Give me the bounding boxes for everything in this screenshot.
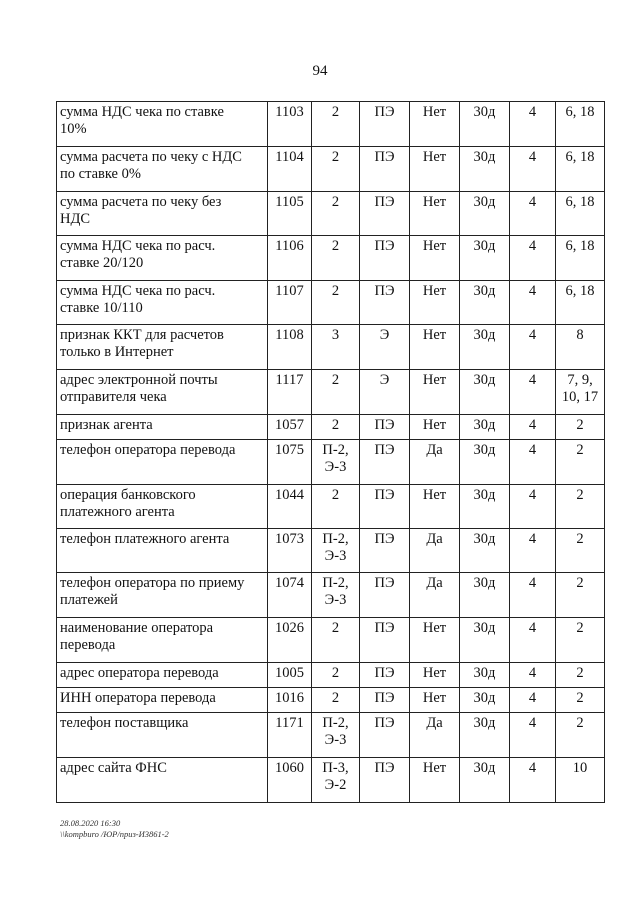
cell-required: Да — [410, 440, 460, 485]
table-row — [57, 758, 605, 803]
cell-length: 30д — [460, 325, 510, 370]
cell-tag: 1074 — [268, 573, 312, 618]
cell-tag: 1026 — [268, 618, 312, 663]
cell-required: Нет — [410, 663, 460, 688]
cell-column-8: 2 — [556, 529, 605, 573]
cell-length: 30д — [460, 281, 510, 325]
cell-column-7: 4 — [510, 485, 556, 529]
cell-column-8: 2 — [556, 713, 605, 758]
cell-column-8: 2 — [556, 663, 605, 688]
cell-tag: 1106 — [268, 236, 312, 281]
cell-format: П-2, Э-3 — [312, 713, 360, 758]
document-table — [56, 101, 605, 803]
table-row — [57, 325, 605, 370]
cell-tag: 1171 — [268, 713, 312, 758]
cell-attribute-name: адрес сайта ФНС — [57, 758, 268, 803]
cell-attribute-name: наименование оператора перевода — [57, 618, 268, 663]
cell-format: 2 — [312, 147, 360, 192]
cell-length: 30д — [460, 529, 510, 573]
cell-tag: 1016 — [268, 688, 312, 713]
cell-column-8: 2 — [556, 440, 605, 485]
cell-attribute-name: ИНН оператора перевода — [57, 688, 268, 713]
cell-column-8: 2 — [556, 415, 605, 440]
cell-form: ПЭ — [360, 281, 410, 325]
cell-form: ПЭ — [360, 688, 410, 713]
table-row — [57, 529, 605, 573]
cell-attribute-name: адрес электронной почты отправителя чека — [57, 370, 268, 415]
cell-attribute-name: телефон оператора перевода — [57, 440, 268, 485]
cell-column-8: 6, 18 — [556, 102, 605, 147]
cell-tag: 1060 — [268, 758, 312, 803]
cell-length: 30д — [460, 147, 510, 192]
cell-tag: 1103 — [268, 102, 312, 147]
cell-format: 2 — [312, 618, 360, 663]
table-row — [57, 415, 605, 440]
cell-tag: 1044 — [268, 485, 312, 529]
cell-form: ПЭ — [360, 618, 410, 663]
cell-tag: 1075 — [268, 440, 312, 485]
cell-form: ПЭ — [360, 415, 410, 440]
cell-form: ПЭ — [360, 236, 410, 281]
cell-column-8: 7, 9, 10, 17 — [556, 370, 605, 415]
cell-column-7: 4 — [510, 618, 556, 663]
cell-column-8: 2 — [556, 688, 605, 713]
cell-required: Нет — [410, 415, 460, 440]
cell-column-7: 4 — [510, 529, 556, 573]
cell-length: 30д — [460, 618, 510, 663]
cell-tag: 1108 — [268, 325, 312, 370]
cell-form: ПЭ — [360, 102, 410, 147]
cell-format: П-2, Э-3 — [312, 529, 360, 573]
cell-tag: 1005 — [268, 663, 312, 688]
cell-required: Нет — [410, 485, 460, 529]
cell-column-8: 6, 18 — [556, 147, 605, 192]
cell-tag: 1117 — [268, 370, 312, 415]
cell-required: Нет — [410, 370, 460, 415]
cell-required: Нет — [410, 618, 460, 663]
cell-column-7: 4 — [510, 236, 556, 281]
cell-tag: 1073 — [268, 529, 312, 573]
cell-required: Нет — [410, 281, 460, 325]
cell-form: ПЭ — [360, 529, 410, 573]
cell-column-7: 4 — [510, 281, 556, 325]
cell-length: 30д — [460, 236, 510, 281]
cell-column-7: 4 — [510, 147, 556, 192]
cell-form: ПЭ — [360, 440, 410, 485]
cell-format: 3 — [312, 325, 360, 370]
cell-required: Нет — [410, 758, 460, 803]
cell-column-8: 2 — [556, 618, 605, 663]
cell-format: П-2, Э-3 — [312, 440, 360, 485]
cell-required: Нет — [410, 688, 460, 713]
cell-format: 2 — [312, 192, 360, 236]
cell-format: 2 — [312, 370, 360, 415]
cell-column-7: 4 — [510, 370, 556, 415]
cell-format: 2 — [312, 485, 360, 529]
cell-tag: 1107 — [268, 281, 312, 325]
cell-format: 2 — [312, 102, 360, 147]
cell-column-8: 6, 18 — [556, 192, 605, 236]
cell-attribute-name: операция банковского платежного агента — [57, 485, 268, 529]
cell-column-8: 2 — [556, 573, 605, 618]
cell-required: Нет — [410, 192, 460, 236]
cell-required: Да — [410, 573, 460, 618]
cell-form: ПЭ — [360, 485, 410, 529]
footer-stamp — [60, 818, 169, 840]
cell-attribute-name: сумма НДС чека по ставке 10% — [57, 102, 268, 147]
cell-format: 2 — [312, 415, 360, 440]
cell-column-7: 4 — [510, 192, 556, 236]
table-row — [57, 370, 605, 415]
cell-column-7: 4 — [510, 440, 556, 485]
table-row — [57, 713, 605, 758]
table-row — [57, 688, 605, 713]
cell-length: 30д — [460, 440, 510, 485]
cell-attribute-name: признак ККТ для расчетов только в Интернет — [57, 325, 268, 370]
cell-format: П-2, Э-3 — [312, 573, 360, 618]
cell-attribute-name: сумма расчета по чеку с НДС по ставке 0% — [57, 147, 268, 192]
cell-attribute-name: телефон платежного агента — [57, 529, 268, 573]
cell-column-8: 2 — [556, 485, 605, 529]
cell-attribute-name: сумма НДС чека по расч. ставке 20/120 — [57, 236, 268, 281]
cell-column-7: 4 — [510, 688, 556, 713]
cell-tag: 1057 — [268, 415, 312, 440]
footer-timestamp: 28.08.2020 16:30 — [60, 818, 121, 828]
table-row — [57, 440, 605, 485]
cell-format: 2 — [312, 663, 360, 688]
cell-length: 30д — [460, 102, 510, 147]
table-row — [57, 663, 605, 688]
cell-attribute-name: адрес оператора перевода — [57, 663, 268, 688]
cell-length: 30д — [460, 663, 510, 688]
cell-column-7: 4 — [510, 325, 556, 370]
cell-form: ПЭ — [360, 147, 410, 192]
cell-required: Да — [410, 713, 460, 758]
table-row — [57, 618, 605, 663]
footer-path: \\kompburo /ЮР/приз-И3861-2 — [60, 829, 169, 839]
cell-format: 2 — [312, 236, 360, 281]
table-row — [57, 147, 605, 192]
cell-column-8: 6, 18 — [556, 236, 605, 281]
cell-attribute-name: телефон поставщика — [57, 713, 268, 758]
cell-length: 30д — [460, 688, 510, 713]
cell-attribute-name: признак агента — [57, 415, 268, 440]
cell-column-8: 8 — [556, 325, 605, 370]
cell-attribute-name: сумма расчета по чеку без НДС — [57, 192, 268, 236]
cell-form: Э — [360, 370, 410, 415]
cell-column-7: 4 — [510, 415, 556, 440]
cell-length: 30д — [460, 758, 510, 803]
cell-format: 2 — [312, 688, 360, 713]
cell-column-7: 4 — [510, 102, 556, 147]
cell-form: ПЭ — [360, 713, 410, 758]
cell-column-7: 4 — [510, 663, 556, 688]
cell-format: П-3, Э-2 — [312, 758, 360, 803]
cell-column-8: 10 — [556, 758, 605, 803]
cell-required: Нет — [410, 147, 460, 192]
cell-attribute-name: сумма НДС чека по расч. ставке 10/110 — [57, 281, 268, 325]
cell-form: ПЭ — [360, 573, 410, 618]
cell-required: Нет — [410, 325, 460, 370]
cell-attribute-name: телефон оператора по приему платежей — [57, 573, 268, 618]
table-row — [57, 102, 605, 147]
cell-required: Да — [410, 529, 460, 573]
cell-column-8: 6, 18 — [556, 281, 605, 325]
table-row — [57, 236, 605, 281]
cell-length: 30д — [460, 573, 510, 618]
cell-length: 30д — [460, 713, 510, 758]
cell-length: 30д — [460, 415, 510, 440]
page-number: 94 — [312, 63, 328, 79]
table-row — [57, 485, 605, 529]
table-row — [57, 573, 605, 618]
table-row — [57, 192, 605, 236]
cell-required: Нет — [410, 102, 460, 147]
cell-column-7: 4 — [510, 713, 556, 758]
cell-form: ПЭ — [360, 758, 410, 803]
cell-column-7: 4 — [510, 573, 556, 618]
cell-length: 30д — [460, 192, 510, 236]
cell-format: 2 — [312, 281, 360, 325]
cell-length: 30д — [460, 370, 510, 415]
cell-form: ПЭ — [360, 192, 410, 236]
cell-tag: 1104 — [268, 147, 312, 192]
cell-form: Э — [360, 325, 410, 370]
cell-required: Нет — [410, 236, 460, 281]
cell-tag: 1105 — [268, 192, 312, 236]
table-row — [57, 281, 605, 325]
cell-length: 30д — [460, 485, 510, 529]
cell-form: ПЭ — [360, 663, 410, 688]
cell-column-7: 4 — [510, 758, 556, 803]
